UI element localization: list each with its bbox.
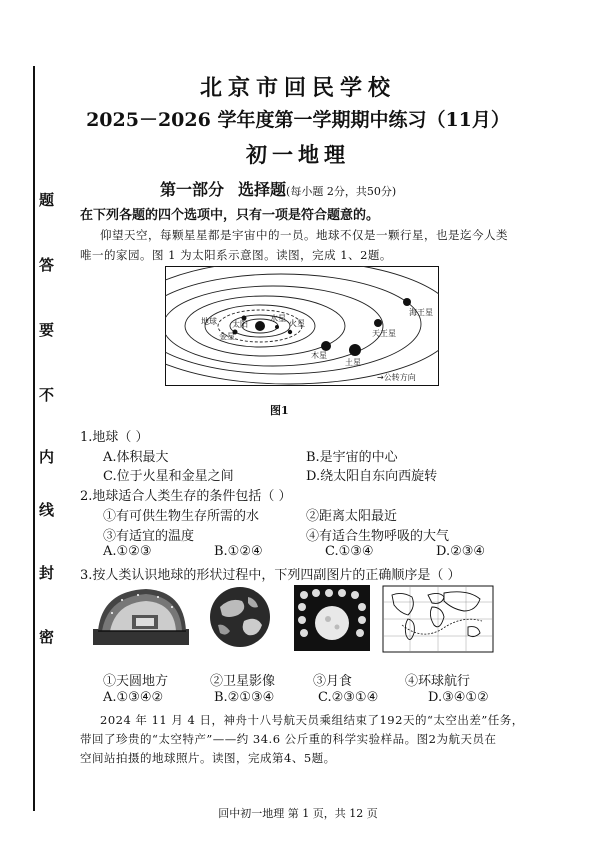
q3-caption-3: ③月食 xyxy=(313,674,353,689)
label-venus: 金星 xyxy=(219,332,235,341)
q3-caption-1: ①天圆地方 xyxy=(103,674,169,689)
subject-title: 初一地理 xyxy=(246,142,350,167)
binding-char: 内 xyxy=(39,448,55,466)
q1-option-a[interactable]: A.体积最大 xyxy=(103,450,169,465)
q1-stem: 1.地球（ ） xyxy=(80,430,149,445)
saturn-icon xyxy=(349,344,361,356)
q2-stem: 2.地球适合人类生存的条件包括（ ） xyxy=(80,489,292,504)
part-heading xyxy=(160,177,396,200)
neptune-icon xyxy=(403,298,411,306)
part-title: 第一部分 xyxy=(160,180,225,199)
q1-option-b[interactable]: B.是宇宙的中心 xyxy=(306,450,398,465)
binding-char: 不 xyxy=(39,386,55,404)
world-map-illustration xyxy=(382,585,494,655)
page-footer: 回中初一地理 第 1 页，共 12 页 xyxy=(218,807,378,820)
label-neptune: 海王星 xyxy=(409,308,433,317)
q2-option-b[interactable]: B.①②④ xyxy=(214,544,263,559)
label-direction: →公转方向 xyxy=(377,373,416,382)
q3-stem: 3.按人类认识地球的形状过程中，下列四副图片的正确顺序是（ ） xyxy=(80,568,461,583)
figure1-caption: 图1 xyxy=(270,404,289,417)
school-name: 北京市回民学校 xyxy=(199,75,396,101)
label-sun: 太阳 xyxy=(232,320,248,329)
passage2-line1: 2024 年 11 月 4 日，神舟十八号航天员乘组结束了192天的“太空出差”任务， xyxy=(100,713,524,727)
binding-line xyxy=(33,66,35,811)
q3-option-c[interactable]: C.②③①④ xyxy=(318,690,379,705)
label-jupiter: 木星 xyxy=(311,351,327,360)
q3-option-b[interactable]: B.②①③④ xyxy=(214,690,275,705)
solar-system-figure xyxy=(165,266,439,386)
q2-option-d[interactable]: D.②③④ xyxy=(436,544,486,559)
binding-char: 题 xyxy=(39,191,55,209)
q3-caption-4: ④环球航行 xyxy=(405,674,471,689)
q2-option-a[interactable]: A.①②③ xyxy=(103,544,152,559)
exam-title: 2025－2026 学年度第一学期期中练习（11月） xyxy=(86,109,510,131)
q1-option-c[interactable]: C.位于火星和金星之间 xyxy=(103,469,234,484)
instruction: 在下列各题的四个选项中，只有一项是符合题意的。 xyxy=(80,208,380,223)
binding-char: 密 xyxy=(39,628,55,646)
satellite-image-illustration xyxy=(208,585,272,649)
lunar-eclipse-illustration xyxy=(294,585,370,651)
binding-char: 答 xyxy=(39,256,55,274)
binding-char: 封 xyxy=(39,564,55,582)
heaven-earth-illustration xyxy=(92,585,190,649)
q2-statement-4: ④有适合生物呼吸的大气 xyxy=(306,529,450,544)
label-earth: 地球 xyxy=(201,317,217,326)
label-mars: 火星 xyxy=(289,319,305,328)
passage1-line2: 唯一的家园。图 1 为太阳系示意图。读图，完成 1、2题。 xyxy=(80,248,392,262)
mercury-icon xyxy=(275,325,279,329)
label-saturn: 土星 xyxy=(345,358,361,367)
label-mercury: 水星 xyxy=(270,314,286,323)
passage2-line2: 带回了珍贵的“太空特产”——约 34.6 公斤重的科学实验样品。图2为航天员在 xyxy=(80,732,497,746)
q3-option-d[interactable]: D.③④①② xyxy=(428,690,489,705)
jupiter-icon xyxy=(321,341,331,351)
q2-statement-1: ①有可供生物生存所需的水 xyxy=(103,509,260,524)
part-score-note: (每小题 2分，共50分) xyxy=(286,185,397,198)
binding-char: 线 xyxy=(39,501,55,519)
uranus-icon xyxy=(374,319,382,327)
q2-statement-3: ③有适宜的温度 xyxy=(103,529,195,544)
label-uranus: 天王星 xyxy=(372,329,396,338)
passage1-line1: 仰望天空，每颗星星都是宇宙中的一员。地球不仅是一颗行星，也是迄今人类 xyxy=(100,228,508,242)
q1-option-d[interactable]: D.绕太阳自东向西旋转 xyxy=(306,469,438,484)
q3-caption-2: ②卫星影像 xyxy=(210,674,276,689)
sun-icon xyxy=(255,321,265,331)
binding-char: 要 xyxy=(39,321,55,339)
q2-option-c[interactable]: C.①③④ xyxy=(325,544,374,559)
mars-icon xyxy=(288,330,292,334)
passage2-line3: 空间站拍摄的地球照片。读图，完成第4、5题。 xyxy=(80,751,336,765)
part-type: 选择题 xyxy=(238,180,287,199)
q3-option-a[interactable]: A.①③④② xyxy=(103,690,164,705)
q2-statement-2: ②距离太阳最近 xyxy=(306,509,398,524)
